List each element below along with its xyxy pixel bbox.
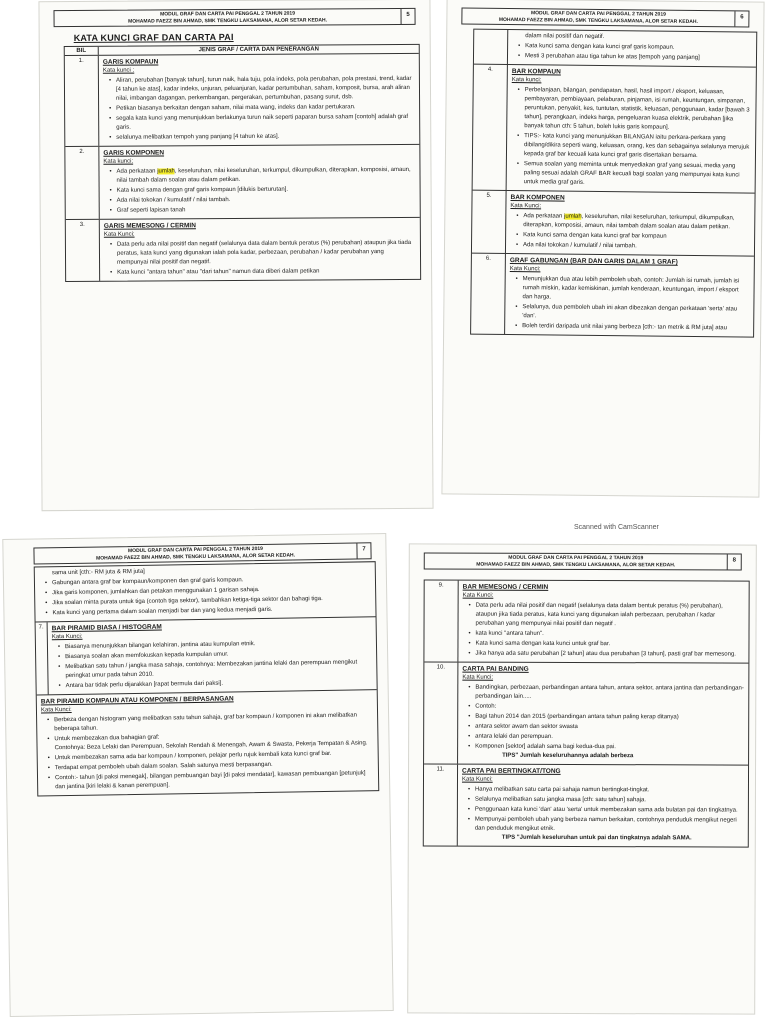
- list-item: • Selalunya, dua pemboleh ubah ini akan dibezakan dengan perkataan 'serta' atau 'dan'.: [515, 303, 749, 323]
- bullet-list: [515, 275, 750, 333]
- table-row: [37, 690, 379, 795]
- list-item: • Untuk membezakan dua bahagian graf:: [47, 730, 373, 744]
- list-item: • antara lelaki dan perempuan.: [468, 733, 744, 743]
- table-row: [36, 617, 377, 695]
- row-number: 1.: [65, 56, 100, 146]
- bullet-list: [109, 75, 415, 143]
- keyword-label: Kata Kunci:: [509, 266, 541, 273]
- list-item: • Ada nilai tokokan / kumulatif / nilai tambah.: [110, 195, 416, 206]
- row-content: [99, 54, 420, 146]
- keyword-label: Kata Kunci:: [462, 592, 494, 599]
- table-row: [66, 218, 420, 281]
- list-item: • Jika soalan minta purata untuk tiga (contoh tiga sektor), tambahkan ketiga-tiga sektor dan bahagi tiga.: [45, 594, 371, 608]
- table-row: [424, 764, 748, 846]
- section-title: BAR KOMPONEN: [510, 194, 565, 202]
- bullet-list: [45, 574, 372, 618]
- list-item: • Kata kunci sama dengan kata kunci graf bar kompaun: [516, 231, 750, 242]
- column-header-jenis: JENIS GRAF / CARTA DAN PENERANGAN: [198, 46, 319, 54]
- section-title: CARTA PAI BERTINGKAT/TONG: [462, 767, 561, 775]
- row-content: [505, 254, 754, 337]
- section-title: CARTA PAI BANDING: [462, 665, 529, 673]
- section-title: GARIS KOMPONEN: [103, 149, 165, 157]
- scanner-watermark: Scanned with CamScanner: [574, 524, 659, 531]
- list-item: • Terdapat empat pemboleh ubah dalam soalan. Salah satunya mesti berpasangan.: [48, 759, 374, 773]
- section-title: GARIS KOMPAUN: [102, 58, 159, 66]
- page-header: [54, 8, 416, 27]
- row-content: [48, 617, 377, 694]
- bullet-list: [110, 239, 416, 278]
- list-item: • Melibatkan satu tahun / jangka masa sahaja, contohnya: Membezakan jantina lelaki dan perempuan mengikut peringkat umur pada tahun 2010.: [58, 658, 372, 681]
- list-item: • Kata kunci "antara tahun" atau "dari tahun" namun data diberi dalam petikan: [110, 267, 416, 278]
- page-number: 7: [356, 543, 370, 558]
- list-item: • Semua soalan yang meminta untuk menyediakan graf yang sesuai, media yang paling sesuai adalah GRAF BAR kecuali bagi soalan yang mempunyai kata kunci untuk media graf garis.: [517, 160, 751, 189]
- highlighted-word: jumlah: [157, 168, 175, 175]
- bullet-list: [47, 711, 373, 744]
- list-item: • Antara bar tidak perlu dijarakkan [rapat bermula dari paksi].: [59, 677, 373, 691]
- section-title: BAR PIRAMID KOMPAUN ATAU KOMPONEN / BERPASANGAN: [40, 695, 234, 706]
- bullet-list: [109, 166, 415, 216]
- bullet-list: [468, 786, 744, 835]
- keyword-label: Kata Kunci:: [40, 706, 72, 714]
- table-row: [35, 562, 376, 622]
- row-number: 3.: [66, 220, 100, 281]
- row-content: [458, 581, 748, 663]
- tips-text: TIPS "Jumlah keseluruhan untuk pai dan tingkatnya adalah SAMA.: [501, 834, 692, 842]
- list-item: • Boleh terdiri daripada unit nilai yang berbeza [cth:- tan metrik & RM juta] atau: [515, 322, 749, 333]
- list-item: • TIPS:- kata kunci yang menunjukkan BILANGAN iaitu perkara-perkara yang dibilang/dikira seperti wang, keluasan, orang, kes dan sebagainya selalunya merujuk kepada graf bar kecuali kata kunci graf garis disertakan bersama.: [517, 132, 751, 161]
- text-part: Ada perkataan: [116, 168, 158, 175]
- page-number: 5: [401, 9, 415, 24]
- list-item: • Kata kunci sama dengan kata kunci untuk graf bar.: [468, 640, 744, 650]
- keyword-label: Kata kunci:: [511, 77, 542, 84]
- list-item: • Kata kunci yang pertama dalam soalan menjadi bar dan yang kedua menjadi garis.: [45, 604, 371, 618]
- list-item: • Graf seperti lapisan tanah: [110, 205, 416, 216]
- keyword-label: Kata Kunci:: [461, 776, 493, 783]
- list-item: [516, 212, 750, 232]
- row-number: 11.: [424, 764, 458, 845]
- row-number: 9.: [424, 580, 458, 661]
- row-content: [507, 65, 756, 193]
- table-row: [65, 54, 420, 147]
- bullet-list: [468, 684, 744, 753]
- document-page-8: [407, 543, 757, 1014]
- list-item: • Contoh:- tahun [di paksi menegak], bilangan pembuangan bayi [di paksi mendatar], kawasan pembuangan [petunjuk] dan jantina [kiri lelaki & kanan perempuan].: [48, 769, 374, 792]
- table-row: [471, 254, 754, 337]
- tips-text: TIPS" Jumlah keseluruhannya adalah berbeza: [502, 752, 634, 760]
- row-content: [99, 145, 419, 219]
- list-item: • selalunya melibatkan tempoh yang panjang [4 tahun ke atas].: [109, 132, 415, 143]
- list-item: • Bagi tahun 2014 dan 2015 (perbandingan antara tahun paling kerap ditanya): [468, 713, 744, 723]
- section-title: GARIS MEMESONG / CERMIN: [103, 222, 196, 230]
- header-line-1: MODUL GRAF DAN CARTA PAI PENGGAL 2 TAHUN 2019: [127, 545, 263, 555]
- list-item: • Contoh:: [468, 703, 744, 713]
- header-line-2: MOHAMAD FAEZZ BIN AHMAD, SMK TENGKU LAKSAMANA, ALOR SETAR KEDAH.: [128, 16, 328, 25]
- list-item: • Data perlu ada nilai positif dan negatif (selalunya data dalam bentuk peratus (%) perubahan) ataupun jika tiada peratus, kata kunci yang digunakan ialah pola kadar, perbezaan, perubahan / kadar perubahan yang mempunyai nilai positif dan negatif.: [110, 239, 416, 268]
- document-page-7: [2, 533, 393, 1017]
- header-line-1: MODUL GRAF DAN CARTA PAI PENGGAL 2 TAHUN 2019: [530, 10, 666, 18]
- list-item: • Data perlu ada nilai positif dan negatif (selalunya data dalam bentuk peratus (%) perubahan), ataupun jika tiada peratus, kata kunci yang digunakan ialah perbezaan, perubahan / kadar perubahan yang mempunyai nilai positif dan negatif .: [469, 602, 745, 630]
- row-number: 6.: [471, 254, 506, 334]
- list-item: • antara sektor awam dan sektor swasta: [468, 723, 744, 733]
- keyword-table: [470, 29, 757, 338]
- section-title: BAR MEMESONG / CERMIN: [462, 583, 549, 591]
- continued-text: sama unit [cth:- RM juta & RM juta]: [51, 568, 145, 577]
- text-part: , keseluruhan, nilai keseluruhan, terkumpul, dikumpulkan, diterapkan, komposisi, amaun, nilai tambah dalam soalan atau dalam petikan.: [523, 213, 735, 231]
- keyword-label: Kata Kunci:: [510, 203, 542, 210]
- table-row: [424, 662, 748, 765]
- keyword-label: Kata kunci :: [102, 67, 135, 74]
- header-line-2: MOHAMAD FAEZZ BIN AHMAD, SMK TENGKU LAKSAMANA, ALOR SETAR KEDAH.: [476, 561, 676, 568]
- list-item: • Menunjukkan dua atau lebih pemboleh ubah, contoh: Jumlah isi rumah, jumlah isi rumah miskin, kadar kemiskinan, jumlah kenderaan, keuntungan, import / eksport dan harga.: [515, 275, 749, 304]
- list-item: • Biasanya soalan akan memfokuskan kepada kumpulan umur.: [58, 648, 372, 662]
- list-item: • Mesti 3 perubahan atau tiga tahun ke atas [tempoh yang panjang]: [518, 52, 752, 63]
- list-item: • Mempunyai pemboleh ubah yang berbeza namun berkaitan, contohnya penduduk mengikut negeri dan penduduk mengikut etnik.: [468, 816, 744, 835]
- list-item: • Biasanya menunjukkan bilangan kelahiran, jantina atau kumpulan etnik.: [58, 638, 372, 652]
- row-content: [100, 218, 420, 281]
- example-text: Contohnya: Beza Lelaki dan Perempuan, Sekolah Rendah & Menengah, Awam & Swasta, Pekerja Tempatan & Asing.: [54, 740, 368, 752]
- keyword-label: Kata Kunci:: [51, 633, 83, 641]
- row-content: [458, 765, 748, 847]
- list-item: • segala kata kunci yang menunjukkan berlakunya turun naik seperti paparan bursa saham [contoh] adalah graf garis.: [109, 113, 415, 133]
- section-title: GRAF GABUNGAN (BAR DAN GARIS DALAM 1 GRAF): [509, 257, 678, 266]
- row-content: [35, 562, 376, 621]
- row-content: [506, 191, 755, 256]
- table-row: [474, 30, 756, 68]
- row-content: [458, 663, 748, 765]
- row-number: 2.: [65, 147, 99, 219]
- list-item: • Penggunaan kata kunci 'dan' atau 'serta' untuk membezakan sama ada bulatan pai dan tingkatnya.: [468, 806, 744, 816]
- list-item: • Kata kunci sama dengan kata kunci graf garis kompaun.: [518, 42, 752, 53]
- document-page-5: [38, 0, 433, 511]
- text-part: , keseluruhan, nilai keseluruhan, terkumpul, dikumpulkan, diterapkan, komposisi, amaun, nilai tambah dalam soalan atau dalam petikan.: [116, 166, 411, 184]
- page-number: 8: [727, 555, 741, 570]
- header-line-2: MOHAMAD FAEZZ BIN AHMAD, SMK TENGKU LAKSAMANA, ALOR SETAR KEDAH.: [96, 551, 296, 562]
- list-item: • Gabungan antara graf bar kompaun/komponen dan graf garis kompaun.: [45, 574, 371, 588]
- continued-text: dalam nilai positif dan negatif.: [525, 33, 605, 41]
- column-header-bil: BIL: [65, 47, 99, 55]
- list-item: • Bandingkan, perbezaan, perbandingan antara tahun, antara sektor, antara jantina dan perbandingan-perbandingan lain.....: [468, 684, 744, 703]
- bullet-list: [517, 86, 752, 189]
- list-item: • Berbeza dengan histogram yang melibatkan satu tahun sahaja, graf bar kompaun / komponen ini akan melibatkan beberapa tahun.: [47, 711, 373, 734]
- table-row: [472, 191, 755, 257]
- bullet-list: [468, 602, 744, 660]
- row-number: 4.: [473, 65, 508, 190]
- keyword-label: Kata Kunci:: [103, 231, 135, 238]
- section-title: BAR KOMPAUN: [511, 68, 561, 76]
- document-page-6: [441, 0, 764, 498]
- keyword-table: [64, 44, 421, 282]
- list-item: • Jika hanya ada satu perubahan [2 tahun] atau dua perubahan [3 tahun], pasti graf bar memesong.: [468, 650, 744, 660]
- keyword-table: [34, 561, 380, 796]
- list-item: • Petikan biasanya berkaitan dengan saham, nilai mata wang, indeks dan kadar pertukaran.: [109, 103, 415, 114]
- bullet-list: [58, 638, 373, 691]
- page-header: [424, 552, 742, 570]
- row-content: [37, 690, 379, 795]
- list-item: • Selalunya melibatkan satu jangka masa [cth: satu tahun] sahaja.: [468, 796, 744, 806]
- list-item: [109, 166, 415, 186]
- table-row: [65, 145, 419, 220]
- table-row: [424, 580, 748, 663]
- row-number: 7.: [36, 622, 49, 694]
- bullet-list: [518, 42, 752, 63]
- keyword-table: [423, 579, 750, 847]
- bullet-list: [48, 749, 375, 792]
- highlighted-word: jumlah: [563, 213, 582, 220]
- list-item: • Ada nilai tokokan / kumulatif / nilai tambah.: [516, 241, 750, 252]
- list-item: • Komponen [sektor] adalah sama bagi kedua-dua pai.: [468, 743, 744, 753]
- list-item: • Aliran, perubahan [banyak tahun], turun naik, hala tuju, pola indeks, pola perubahan, pola prestasi, trend, kadar [4 tahun ke atas], kadar indeks, unjuran, peluanjuran, kadar pertumbuhan, saham, komposit, bursa, arah aliran nilai, imbangan dagangan, perkembangan, pergerakan, pertumbuhan, pasang surut, dsb.: [109, 75, 415, 104]
- keyword-label: Kata Kunci:: [462, 674, 494, 681]
- list-item: • Hanya melibatkan satu carta pai sahaja namun bertingkat-tingkat.: [468, 786, 744, 796]
- header-line-2: MOHAMAD FAEZZ BIN AHMAD, SMK TENGKU LAKSAMANA, ALOR SETAR KEDAH.: [498, 16, 698, 25]
- header-line-1: MODUL GRAF DAN CARTA PAI PENGGAL 2 TAHUN 2019: [160, 10, 295, 18]
- list-item: • kata kunci "antara tahun".: [468, 630, 744, 640]
- page-number: 6: [734, 11, 748, 26]
- text-part: Ada perkataan: [523, 213, 565, 220]
- list-item: • Kata kunci sama dengan graf garis kompaun [dilukis berturutan].: [110, 185, 416, 196]
- list-item: • Perbelanjaan, bilangan, pendapatan, hasil, hasil import / eksport, keluasan, pembayaran, pembiayaan, pelaburan, pinjaman, isi rumah, keuntungan, simpanan, peruntukan, penyakit, kes, tuntutan, statistik, keluasan, penggunaan, kadar [bawah 3 tahun], perangkaan, indeks harga, pengeluaran kuasa elektrik, perubahan [jika banyak tahun cth: 5 tahun, boleh lukis garis kompaun].: [517, 86, 751, 133]
- list-item: • Untuk membezakan sama ada bar kompaun / komponen, pelajar perlu rujuk kembali kata kunci graf bar.: [48, 749, 374, 763]
- section-title: BAR PIRAMID BIASA / HISTOGRAM: [51, 623, 162, 633]
- bullet-list: [516, 212, 750, 252]
- keyword-label: Kata kunci:: [103, 158, 134, 165]
- table-row: [473, 65, 756, 194]
- row-number: 5.: [472, 191, 507, 253]
- header-line-1: MODUL GRAF DAN CARTA PAI PENGGAL 2 TAHUN 2019: [508, 554, 644, 562]
- document-title: KATA KUNCI GRAF DAN CARTA PAI: [73, 32, 234, 43]
- list-item: • Jika garis komponen, jumlahkan dan petakan menggunakan 1 garisan sahaja.: [45, 584, 371, 598]
- row-content: [508, 30, 756, 67]
- row-number: 10.: [424, 662, 458, 763]
- page-header: [461, 8, 749, 28]
